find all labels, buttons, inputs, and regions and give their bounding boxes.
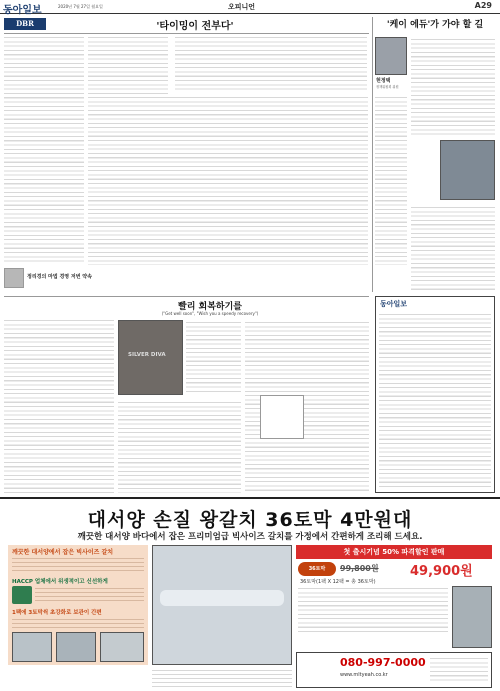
text-lines xyxy=(4,35,84,265)
text-lines xyxy=(411,37,495,137)
dbr-column-title: '타이밍이 전부다' xyxy=(156,21,234,32)
fish-photo xyxy=(100,632,144,662)
ad-cut-title: 1팩에 3토막씩 초강화로 보관이 간편 xyxy=(12,610,102,616)
ad-box-title: 깨끗한 대서양에서 잡은 빅사이즈 갈치 xyxy=(12,549,114,556)
haccp-logo xyxy=(12,586,32,604)
text-lines xyxy=(35,586,144,604)
column-byline: 정리경의 마법 경영 저번 약속 xyxy=(27,274,92,280)
text-lines xyxy=(379,312,491,489)
sale-banner-text: 첫 출시기념 50% 파격할인 판매 xyxy=(343,548,445,556)
original-price: 99,800원 xyxy=(340,564,379,573)
text-lines xyxy=(4,318,114,493)
feature-subtitle: ("Get well soon", "Wish you a speedy recovery") xyxy=(161,311,259,316)
divider xyxy=(4,296,369,297)
author-role: 정책위원회 위원 xyxy=(376,85,399,89)
phone-number[interactable]: 080-997-0000 xyxy=(340,656,426,669)
ad-subtitle: 깨끗한 대서양 바다에서 잡은 프리미엄급 빅사이즈 갈치를 가정에서 간편하게 조리해 드세요. xyxy=(77,532,423,542)
feature-title: 빨리 회복하기를 xyxy=(178,302,242,312)
author-photo xyxy=(375,37,407,75)
quantity-text: 36토막(1팩 X 12팩 = 총 36토막) xyxy=(300,579,376,585)
text-lines xyxy=(411,205,495,293)
fish-shape xyxy=(160,590,284,606)
text-lines xyxy=(12,617,144,629)
author-name: 현정택 xyxy=(376,78,391,84)
author-box xyxy=(260,395,304,439)
ad-title: 대서양 손질 왕갈치 36토막 4만원대 xyxy=(87,509,413,531)
masthead-date: 2020년 7월 27일 월요일 xyxy=(58,4,103,9)
text-lines xyxy=(375,95,407,265)
section-title: 오피니언 xyxy=(228,3,256,11)
ad-haccp-title: HACCP 업체에서 위생적이고 신선하게 xyxy=(12,579,108,585)
text-lines xyxy=(430,656,488,684)
author-photo xyxy=(4,268,24,288)
text-lines xyxy=(88,95,368,265)
text-lines xyxy=(88,35,168,90)
text-lines xyxy=(118,400,241,493)
text-lines xyxy=(298,586,448,634)
divider xyxy=(372,17,373,292)
shirt-text: SILVER DIVA xyxy=(128,352,166,358)
right-column-title: '케이 에듀'가 가야 할 길 xyxy=(386,20,484,30)
masthead-logo: 동아일보 xyxy=(3,5,42,16)
info-box-logo: 동아일보 xyxy=(380,300,408,308)
label-a: 36토막 xyxy=(308,566,326,572)
sale-price: 49,900원 xyxy=(410,564,473,579)
caption-lines xyxy=(186,320,241,395)
dbr-badge: DBR xyxy=(4,18,46,30)
article-photo xyxy=(440,140,495,200)
fish-photo xyxy=(56,632,96,662)
website-url[interactable]: www.mltyeah.co.kr xyxy=(340,672,388,678)
product-photo xyxy=(452,586,492,648)
text-lines xyxy=(12,556,144,574)
text-lines xyxy=(175,35,367,90)
fish-photo xyxy=(12,632,52,662)
page-number: A29 xyxy=(474,1,492,10)
divider xyxy=(4,33,369,34)
caption-lines xyxy=(152,668,292,688)
